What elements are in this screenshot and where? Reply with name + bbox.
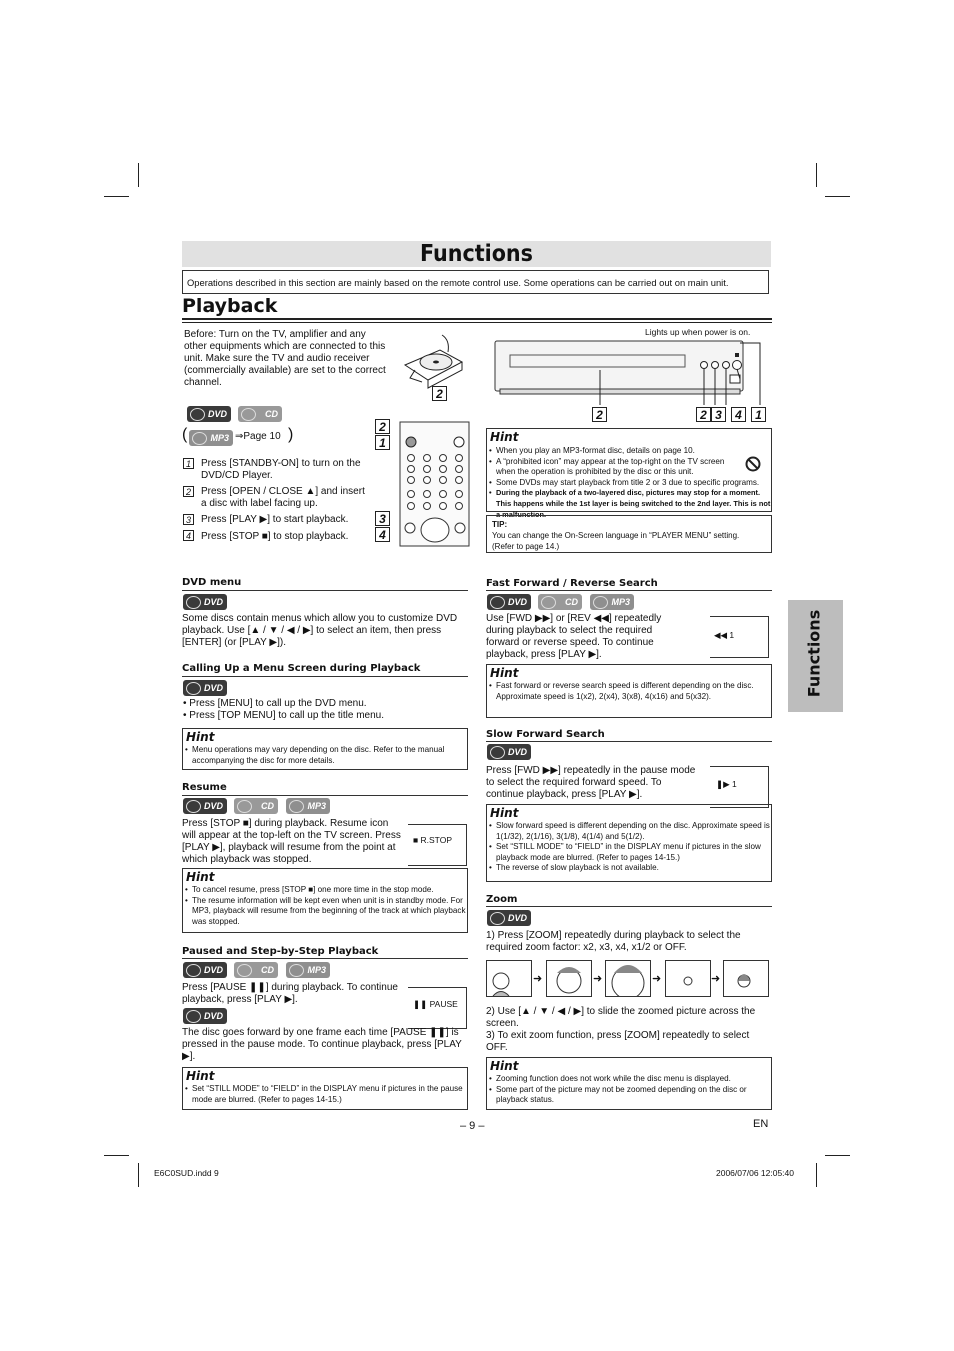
zoom-step-2: 2) Use [▲ / ▼ / ◀ / ▶] to slide the zoomed picture across the screen. [486,1006,756,1029]
step-text: Press [PLAY ▶] to start playback. [201,514,349,525]
pause-osd: ❚❚ PAUSE [408,987,467,1029]
resume-text: Press [STOP ■] during playback. Resume icon will appear at the top-left on the TV screen. Press [PLAY ▶], playback will resume from the point at which playback was stopped. [182,818,401,865]
dvd-badge: DVD [487,910,531,926]
calling-item: • Press [MENU] to call up the DVD menu. [183,698,367,709]
step-text: Press [STOP ■] to stop playback. [201,531,349,542]
remote-callout: 2 [375,419,390,434]
zoom-step-1: 1) Press [ZOOM] repeatedly during playback to select the required zoom factor: x2, x3, x4, x1/2 or OFF. [486,930,741,953]
dvd-menu-text: Some discs contain menus which allow you to customize DVD playback. Use [▲ / ▼ / ◀ / ▶] to select an item, then press [ENTER] (or [PLAY ▶]). [182,613,458,648]
player-callout: 2 [696,407,711,422]
tray-callout: 2 [432,386,447,401]
arrow-icon: ➜ [533,973,543,985]
mp3-page-ref: ⇒Page 10 [235,431,281,442]
player-callout: 4 [731,407,746,422]
tip-box: TIP: You can change the On-Screen language in “PLAYER MENU” setting. (Refer to page 14.) [486,515,772,553]
slow-text: Press [FWD ▶▶] repeatedly in the pause mode to select the required forward speed. To continue playback, press [PLAY ▶]. [486,765,696,800]
footer-timestamp: 2006/07/06 12:05:40 [716,1168,794,1178]
resume-heading: Resume [182,782,227,793]
step-number: 4 [183,530,194,541]
step-text: Press [OPEN / CLOSE ▲] and insert a disc with label facing up. [201,486,365,509]
player-callout: 2 [592,407,607,422]
calling-heading: Calling Up a Menu Screen during Playback [182,663,421,674]
step-text: Press [STANDBY-ON] to turn on the DVD/CD Player. [201,458,361,481]
resume-osd: ■ R.STOP [408,824,467,866]
player-callout: 3 [711,407,726,422]
hint-box-slow: Hint • Slow forward speed is different depending on the disc. Approximate speed is 1(1/32), 2(1/16), 3(1/8), 4(1/4) and 5(1/2). • Set “STILL MODE” to “FIELD” in the DISPLAY menu if pictures in the slow playback mode are blurred. (Refer to pages 14-15.) • The reverse of slow playback is not available. [486,804,772,882]
remote-callout: 4 [375,527,390,542]
dvd-badge: DVD [183,962,227,978]
dvd-player-illustration [490,335,770,407]
mp3-badge: MP3 [590,594,634,610]
paused-text-2: The disc goes forward by one frame each time [PAUSE ❚❚] is pressed in the pause mode. To continue playback, press [PLAY ▶]. [182,1027,462,1062]
intro-note: Operations described in this section are mainly based on the remote control use. Some operations can be carried out on main unit. [182,270,769,294]
dvd-badge: DVD [183,594,227,610]
paused-heading: Paused and Step-by-Step Playback [182,946,379,957]
arrow-icon: ➜ [652,973,662,985]
step-number: 2 [183,486,194,497]
zoom-thumbnail [665,960,711,997]
calling-item: • Press [TOP MENU] to call up the title menu. [183,710,384,721]
ff-text: Use [FWD ▶▶] or [REV ◀◀] repeatedly during playback to select the required forward or reverse speed. To continue playback, press [PLAY ▶]. [486,613,662,660]
ff-heading: Fast Forward / Reverse Search [486,578,658,589]
dvd-badge: DVD [183,1008,227,1024]
ff-osd: ◀◀ 1 [710,616,769,658]
zoom-thumbnail [486,960,532,997]
slow-heading: Slow Forward Search [486,729,605,740]
cd-badge: CD [234,798,278,814]
remote-control-illustration [395,418,475,548]
cd-badge: CD [538,594,582,610]
dvd-menu-heading: DVD menu [182,577,242,588]
hint-box-resume: Hint • To cancel resume, press [STOP ■] one more time in the stop mode. • The resume information will be kept even when unit is in standby mode. For MP3, playback will resume from the beginning of the track at which playback was stopped. [182,868,468,933]
remote-callout: 3 [375,511,390,526]
page-number: – 9 – [460,1120,485,1132]
cd-badge: CD [234,962,278,978]
dvd-badge: DVD [187,406,231,422]
cd-badge: CD [238,406,282,422]
arrow-icon: ➜ [711,973,721,985]
playback-heading: Playback [182,295,278,317]
page-title: Functions [182,241,771,267]
power-light-label: Lights up when power is on. [645,327,751,337]
step-number: 1 [183,458,194,469]
slow-osd: ❚▶ 1 [710,766,769,808]
dvd-badge: DVD [183,680,227,696]
zoom-thumbnail [605,960,651,997]
hint-box-paused: Hint • Set “STILL MODE” to “FIELD” in the DISPLAY menu if pictures in the pause mode are blurred. (Refer to pages 14-15.) [182,1067,468,1110]
step-number: 3 [183,514,194,525]
language-label: EN [753,1118,769,1130]
paused-text-1: Press [PAUSE ❚❚] during playback. To continue playback, press [PLAY ▶]. [182,982,398,1005]
zoom-step-3: 3) To exit zoom function, press [ZOOM] repeatedly to select OFF. [486,1030,750,1053]
dvd-badge: DVD [183,798,227,814]
hint-box-calling: Hint • Menu operations may vary depending on the disc. Refer to the manual accompanying the disc for more details. [182,728,468,770]
zoom-heading: Zoom [486,894,518,905]
remote-callout: 1 [375,435,390,450]
hint-box-zoom: Hint • Zooming function does not work while the disc menu is displayed. • Some part of the picture may not be zoomed depending on the disc or playback status. [486,1057,772,1110]
zoom-thumbnail [546,960,592,997]
zoom-thumbnail [723,960,769,997]
mp3-badge: MP3 [286,798,330,814]
footer-filename: E6C0SUD.indd 9 [154,1168,219,1178]
dvd-badge: DVD [487,744,531,760]
playback-before-text: Before: Turn on the TV, amplifier and any other equipments which are connected to this unit. Make sure the TV and audio receiver (commercially available) are set to the correct channel. [184,329,386,388]
mp3-badge: MP3 [286,962,330,978]
prohibited-icon [745,456,761,472]
arrow-icon: ➜ [593,973,603,985]
hint-box-ff: Hint • Fast forward or reverse search speed is different depending on the disc. Approximate speed is 1(x2), 2(x4), 3(x8), 4(x16) and 5(x32). [486,664,772,718]
mp3-badge: MP3 [189,430,233,446]
side-tab: Functions [788,600,843,712]
player-callout: 1 [751,407,766,422]
dvd-badge: DVD [487,594,531,610]
hint-box-playback: Hint • When you play an MP3-format disc, details on page 10. • A “prohibited icon” may appear at the top-right on the TV screen when the operation is prohibited by the disc or this unit. • Some DVDs may start playback from title 2 or 3 due to specific programs. • During the playback of a two-layered disc, pictures may stop for a moment. This happens while the 1st layer is being switched to the 2nd layer. This is not a malfunction. [486,428,772,512]
